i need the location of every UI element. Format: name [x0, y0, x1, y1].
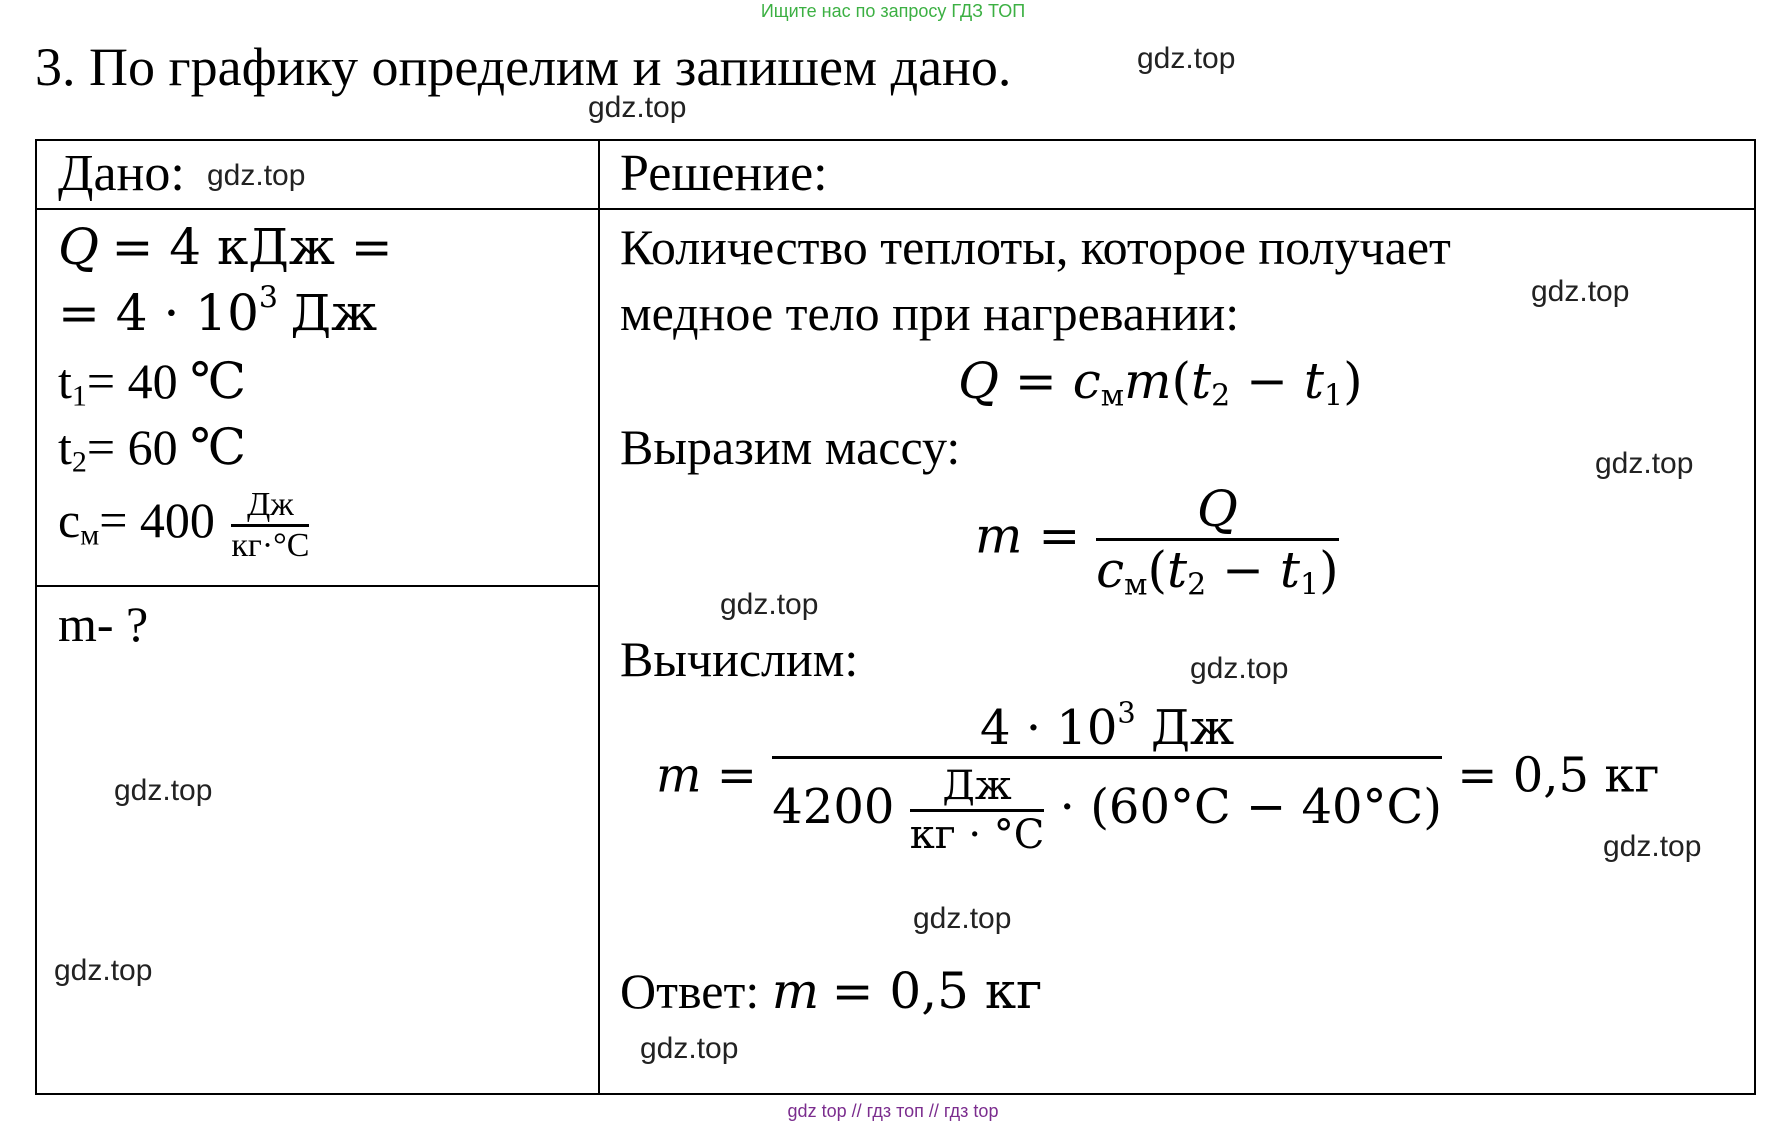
watermark: gdz.top	[1603, 830, 1702, 863]
watermark: gdz.top	[1137, 42, 1236, 75]
watermark: gdz.top	[207, 159, 306, 192]
watermark: gdz.top	[114, 774, 213, 807]
watermark: gdz.top	[588, 91, 687, 124]
given-q-line2: = $4 \cdot 10^3$ Дж	[58, 280, 378, 342]
watermark: gdz.top	[54, 954, 153, 987]
watermark: gdz.top	[640, 1032, 739, 1065]
watermark: gdz.top	[720, 588, 819, 621]
express-label: Выразим массу:	[620, 419, 961, 475]
given-find: m- ?	[58, 596, 149, 652]
given-title: Дано:	[58, 145, 185, 202]
watermark: gdz.top	[1595, 447, 1694, 480]
solution-title: Решение:	[620, 145, 828, 202]
answer: Ответ: m = 0,5 кг	[620, 962, 1043, 1020]
solution-line2: медное тело при нагревании:	[620, 285, 1240, 341]
solution-line1: Количество теплоты, которое получает	[620, 219, 1451, 275]
given-t1: $t_1= 40$ ℃	[58, 353, 247, 413]
top-banner: Ищите нас по запросу ГДЗ ТОП	[760, 1, 1026, 21]
watermark: gdz.top	[1190, 652, 1289, 685]
formula-heat: $Q = c_мm(t_2 - t_1)$	[958, 352, 1363, 414]
given-t2: $t_2= 60$ ℃	[58, 419, 247, 479]
watermark: gdz.top	[913, 902, 1012, 935]
formula-mass: m = $\frac{Q}{c_м(t_2 - t_1)}$	[975, 480, 1339, 603]
watermark: gdz.top	[1531, 275, 1630, 308]
bottom-banner: gdz top // гдз топ // гдз top	[787, 1101, 999, 1121]
given-c: $c_м= 400$ $\frac{Дж}{кг\cdot^\circ С}$	[58, 486, 310, 564]
given-q-line1: Q = 4 кДж =	[58, 218, 393, 276]
calc-label: Вычислим:	[620, 631, 859, 687]
page-heading: 3. По графику определим и запишем дано.	[35, 37, 1012, 97]
formula-calc: m = $4 \cdot 10^3$ Дж 4200 $\frac{Дж}{кг \cdot ^\circ С}$ · (60°С − 40°С) = 0,5 кг	[656, 695, 1660, 858]
